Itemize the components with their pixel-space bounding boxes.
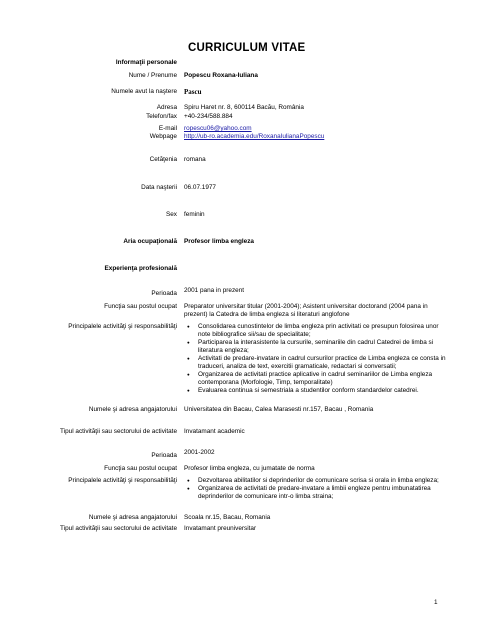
employer-value: Scoala nr.15, Bacau, Romania [184, 514, 271, 521]
occupation-value: Profesor limba engleza [184, 238, 254, 245]
email-label: E-mail [158, 125, 177, 132]
dob-label: Data naşterii [141, 184, 177, 191]
activities-label: Principalele activităţi şi responsabilităţi [68, 477, 177, 484]
citizenship-label: Cetăţenia [149, 156, 177, 163]
activity-item: ● Dezvoltarea abilitatilor si deprinderilor de comunicare scrisa si orala in limba engleza; [184, 477, 446, 485]
period-value: 2001-2002 [184, 449, 215, 456]
activities-label: Principalele activităţi şi responsabilităţi [68, 323, 177, 330]
function-value: Profesor limba engleza, cu jumatate de norma [184, 465, 315, 472]
email-link-text[interactable]: ropescu06@yahoo.com [184, 125, 252, 132]
sector-label: Tipul activităţii sau sectorului de activitate [60, 525, 177, 532]
address-value: Spiru Haret nr. 8, 600114 Bacău, România [184, 104, 304, 111]
period-value: 2001 pana in prezent [184, 287, 245, 294]
webpage-label: Webpage [149, 133, 177, 140]
personal-info-heading: Informaţii personale [115, 59, 177, 66]
activities-list [184, 477, 446, 501]
experience-heading: Experienţa profesională [104, 265, 177, 272]
period-label: Perioada [151, 452, 177, 459]
birth-name-value: Pascu [184, 88, 202, 96]
period-label: Perioada [151, 290, 177, 297]
citizenship-value: romana [184, 156, 206, 163]
function-line: Preparator universitar titular (2001-2004); Asistent universitar doctorand (2004 pana in [184, 303, 428, 310]
dob-value: 06.07.1977 [184, 184, 216, 191]
webpage-link[interactable] [184, 133, 454, 141]
email-link[interactable] [184, 125, 454, 133]
name-label: Nume / Prenume [128, 72, 177, 79]
sex-label: Sex [165, 211, 177, 218]
sector-value: Invatamant preuniversitar [184, 525, 257, 532]
webpage-link-text[interactable]: http://ub-ro.academia.edu/RoxanaIulianaPopescu [184, 133, 325, 140]
name-value: Popescu Roxana-Iuliana [184, 72, 258, 79]
sector-value: Invatamant academic [184, 428, 245, 435]
sector-label: Tipul activităţii sau sectorului de activitate [60, 428, 177, 435]
activity-item: ● Participarea la interasistente la cursurile, seminariile din cadrul Catedrei de limba si literatura engleza; [184, 339, 446, 355]
page-number: 1 [434, 599, 438, 606]
activities-list [184, 323, 446, 395]
phone-value: +40-234/588.884 [184, 113, 233, 120]
document-title: CURRICULUM VITAE [188, 42, 306, 54]
activity-item: ● Organizarea de activitati de predare-invatare a limbii engleze pentru imbunatatirea deprinderilor de comunicare intr-o limba straina; [184, 485, 446, 501]
function-line: prezent) la Catedra de limba engleza si literaturi anglofone [184, 311, 350, 318]
activity-item: ● Activitati de predare-invatare in cadrul cursurilor practice de Limba engleza ce consta in traduceri, analiza de text, exercitii gramaticale, redactari si conversatii; [184, 355, 446, 371]
occupation-label: Aria ocupaţională [123, 238, 177, 245]
function-label: Funcţia sau postul ocupat [104, 465, 177, 472]
birth-name-label: Numele avut la naştere [111, 88, 177, 95]
phone-label: Telefon/fax [146, 113, 177, 120]
employer-value: Universitatea din Bacau, Calea Marasesti nr.157, Bacau , Romania [184, 406, 374, 413]
employer-label: Numele şi adresa angajatorului [88, 514, 177, 521]
activity-item: ● Consolidarea cunostintelor de limba engleza prin activitati ce presupun folosirea unor note bibliografice sii/sau de specialitate; [184, 323, 446, 339]
employer-label: Numele şi adresa angajatorului [88, 406, 177, 413]
function-value [184, 303, 454, 319]
function-label: Funcţia sau postul ocupat [104, 303, 177, 310]
sex-value: feminin [184, 211, 205, 218]
activity-item: ● Evaluarea continua si semestriala a studentilor conform standardelor catedrei. [184, 387, 446, 395]
address-label: Adresa [156, 104, 177, 111]
activity-item: ● Organizarea de activitati practice aplicative in cadrul seminariilor de Limba engleza contemporana (Morfologie, Timp, temporalitate) [184, 371, 446, 387]
